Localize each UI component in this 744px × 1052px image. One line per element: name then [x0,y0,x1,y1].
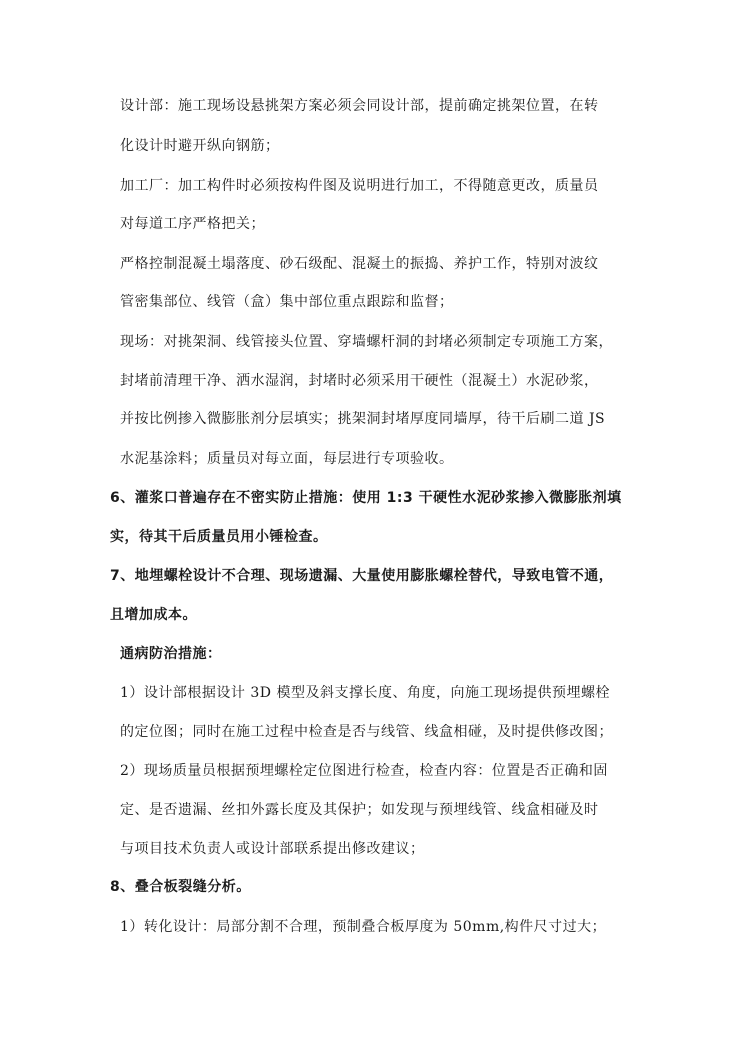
section-heading-7: 7、地埋螺栓设计不合理、现场遗漏、大量使用膨胀螺栓替代，导致电管不通， [110,568,614,584]
paragraph-line: 严格控制混凝土塌落度、砂石级配、混凝土的振捣、养护工作，特别对波纹 [120,256,599,272]
paragraph-line: 管密集部位、线管（盒）集中部位重点跟踪和监督； [120,294,454,310]
paragraph-line: 对每道工序严格把关； [120,216,265,232]
paragraph-line: 水泥基涂料；质量员对每立面，每层进行专项验收。 [120,451,454,467]
paragraph-line: 与项目技术负责人或设计部联系提出修改建议； [120,841,425,857]
paragraph-line: 2）现场质量员根据预埋螺栓定位图进行检查，检查内容：位置是否正确和固 [120,763,608,779]
measures-subheading: 通病防治措施： [120,646,222,662]
paragraph-line: 并按比例掺入微膨胀剂分层填实；挑架洞封堵厚度同墙厚，待干后刷二道 JS [120,411,606,427]
paragraph-line: 封堵前清理干净、洒水湿润，封堵时必须采用干硬性（混凝土）水泥砂浆， [120,373,599,389]
paragraph-line: 的定位图；同时在施工过程中检查是否与线管、线盒相碰，及时提供修改图； [120,724,613,740]
paragraph-line: 1）转化设计：局部分割不合理，预制叠合板厚度为 50mm,构件尺寸过大； [120,919,607,935]
paragraph-line: 现场：对挑架洞、线管接头位置、穿墙螺杆洞的封堵必须制定专项施工方案， [120,334,613,350]
paragraph-line: 定、是否遗漏、丝扣外露长度及其保护；如发现与预埋线管、线盒相碰及时 [120,802,599,818]
paragraph-line: 加工厂：加工构件时必须按构件图及说明进行加工，不得随意更改，质量员 [120,178,599,194]
section-heading-6-continued: 实，待其干后质量员用小锤检查。 [110,529,328,545]
paragraph-line: 化设计时避开纵向钢筋； [120,138,280,154]
paragraph-line: 设计部：施工现场设悬挑架方案必须会同设计部，提前确定挑架位置，在转 [120,98,599,114]
section-heading-7-continued: 且增加成本。 [110,607,197,623]
section-heading-8: 8、叠合板裂缝分析。 [110,879,251,895]
section-heading-6: 6、灌浆口普遍存在不密实防止措施：使用 1:3 干硬性水泥砂浆掺入微膨胀剂填 [110,490,622,506]
paragraph-line: 1）设计部根据设计 3D 模型及斜支撑长度、角度，向施工现场提供预埋螺栓 [120,685,610,701]
